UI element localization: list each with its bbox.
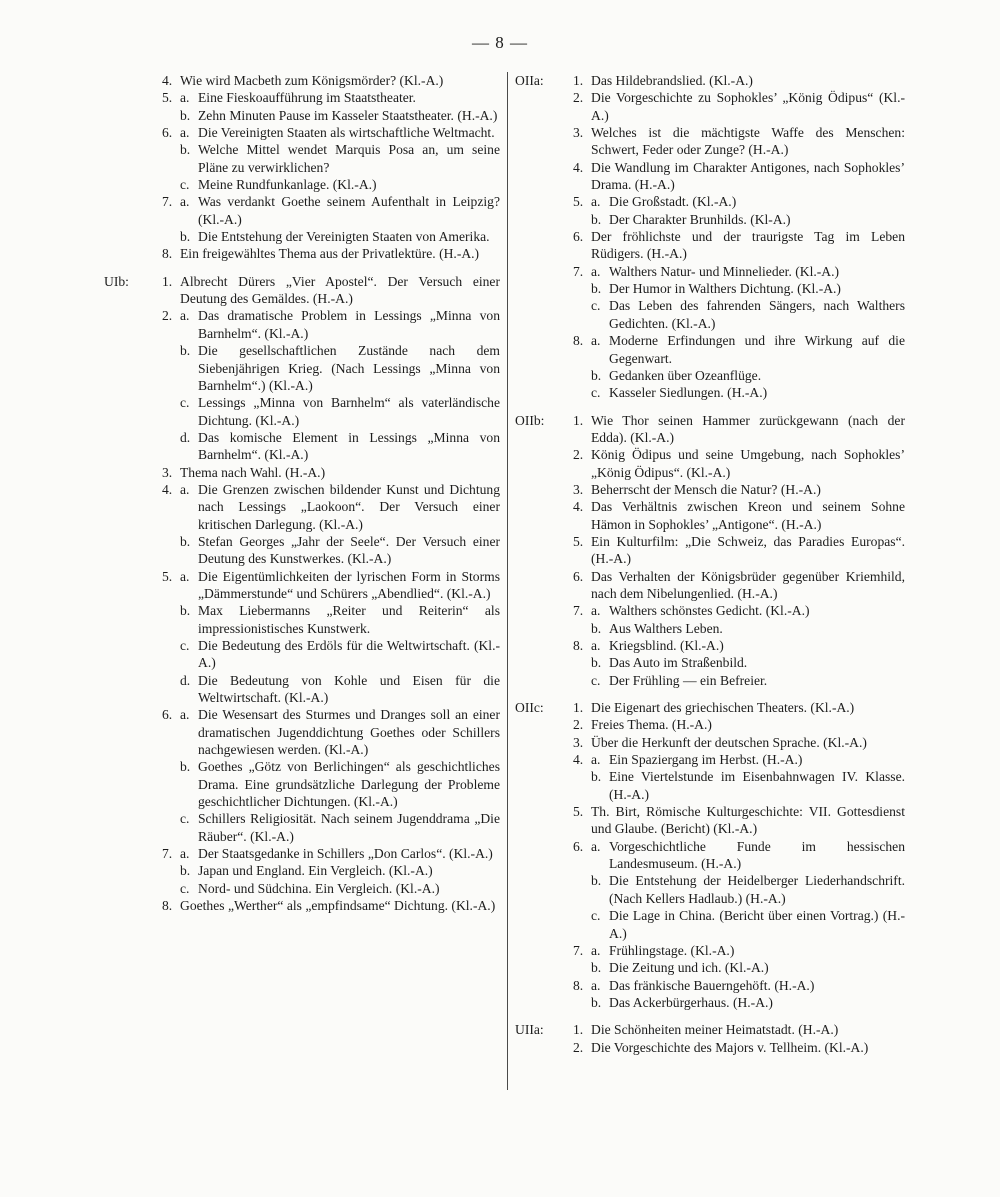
subtopic-item [180,706,500,758]
topic-text: Welches ist die mächtigste Waffe des Menschen: Schwert, Feder oder Zunge? (H.-A.) [591,125,905,158]
topic-number: 6. [573,838,584,854]
subtopic-text: Die Bedeutung von Kohle und Eisen für die Weltwirtschaft. (Kl.-A.) [198,672,500,706]
topic-number: 1. [573,412,584,428]
subtopic-letter: b. [180,759,191,775]
subtopic-item [591,977,905,994]
subtopic-letter: b. [591,960,602,976]
class-group [104,273,500,915]
subtopic-text: Der Humor in Walthers Dichtung. (Kl.-A.) [609,281,841,297]
topic-number: 7. [162,846,173,862]
topic-number: 7. [573,263,584,279]
subtopic-text: Aus Walthers Leben. [609,620,723,636]
topic-text: Ein Kulturfilm: „Die Schweiz, das Paradies Europas“. (H.-A.) [591,533,905,567]
subtopic-text: Die Wesensart des Sturmes und Dranges soll an einer dramatischen Jugenddichtung Goethes oder Schillers nachgewiesen werden. (Kl.-A.) [198,707,500,758]
subtopic-item [180,481,500,533]
topic-text: Goethes „Werther“ als „empfindsame“ Dichtung. (Kl.-A.) [180,898,496,914]
topic-item [573,332,905,401]
topic-number: 3. [573,481,584,497]
topic-number: 7. [573,942,584,958]
topic-number: 6. [162,125,173,141]
subtopic-text: Das fränkische Bauerngehöft. (H.-A.) [609,977,815,993]
topic-text: Das Verhalten der Königsbrüder gegenüber Kriemhild, nach dem Nibelungenlied. (H.-A.) [591,568,905,601]
topic-item [162,273,500,308]
subtopic-text: Gedanken über Ozeanflüge. [609,367,762,383]
subtopic-item [591,367,905,384]
topic-item [573,803,905,838]
subtopic-item [591,768,905,803]
topic-number: 2. [573,447,584,463]
topic-item [573,716,905,733]
subtopic-text: Moderne Erfindungen und ihre Wirkung auf die Gegenwart. [609,333,905,366]
class-group [515,412,905,690]
topic-text: Die Schönheiten meiner Heimatstadt. (H.-A.) [591,1022,839,1038]
subtopic-text: Goethes „Götz von Berlichingen“ als geschichtliches Drama. Eine grundsätzliche Darlegung der Probleme geschichtlicher Dichtungen. (Kl.-A.) [198,759,500,810]
topic-item [573,228,905,263]
topic-number: 6. [162,707,173,723]
group-spacer [515,689,905,699]
topic-number: 4. [573,159,584,175]
subtopic-item [591,994,905,1011]
subtopic-letter: b. [180,533,191,549]
subtopic-text: Walthers schönstes Gedicht. (Kl.-A.) [609,603,810,619]
topic-number: 1. [573,1022,584,1038]
subtopic-letter: c. [591,672,601,688]
class-group [515,72,905,402]
subtopic-item [591,297,905,332]
subtopic-item [180,124,500,141]
subtopic-letter: a. [591,263,601,279]
subtopic-letter: c. [591,298,601,314]
subtopic-text: Der Staatsgedanke in Schillers „Don Carlos“. (Kl.-A.) [198,846,493,862]
topic-number: 8. [162,898,173,914]
topic-item [162,568,500,707]
topic-text: Der fröhlichste und der traurigste Tag im Leben Rüdigers. (H.-A.) [591,229,905,262]
subtopic-item [591,602,905,619]
subtopic-item [591,620,905,637]
subtopic-item [591,959,905,976]
topic-number: 2. [573,1039,584,1055]
class-label: OIIc: [515,700,544,716]
topic-number: 4. [162,481,173,497]
subtopic-item [180,533,500,568]
subtopic-text: Das Leben des fahrenden Sängers, nach Walthers Gedichten. (Kl.-A.) [609,298,905,331]
subtopic-text: Die Entstehung der Vereinigten Staaten von Amerika. [198,229,490,245]
subtopic-item [180,342,500,394]
subtopic-item [180,176,500,193]
subtopic-letter: a. [180,90,190,106]
subtopic-letter: a. [591,333,601,349]
subtopic-letter: b. [591,873,602,889]
topic-text: Th. Birt, Römische Kulturgeschichte: VII. Gottesdienst und Glaube. (Bericht) (Kl.-A.) [591,804,905,837]
class-label: OIIb: [515,412,545,428]
topic-number: 4. [573,752,584,768]
topic-item [573,1039,905,1056]
subtopic-item [591,384,905,401]
subtopic-item [180,307,500,342]
topic-item [573,699,905,716]
subtopic-letter: a. [180,308,190,324]
subtopic-letter: c. [180,638,190,653]
topic-item [573,89,905,124]
subtopic-item [591,193,905,210]
topic-number: 7. [573,603,584,619]
subtopic-item [180,672,500,707]
topic-item [573,977,905,1012]
topic-number: 6. [573,568,584,584]
subtopic-item [180,141,500,176]
topic-number: 8. [573,638,584,653]
subtopic-letter: b. [591,281,602,297]
subtopic-text: Was verdankt Goethe seinem Aufenthalt in Leipzig? (Kl.-A.) [198,194,500,227]
subtopic-letter: b. [180,142,191,158]
subtopic-letter: b. [591,211,602,227]
topic-item [573,602,905,637]
topic-item [162,193,500,245]
topic-item [573,568,905,603]
topic-item [573,446,905,481]
subtopic-item [180,637,500,672]
subtopic-letter: a. [591,942,601,958]
subtopic-text: Vorgeschichtliche Funde im hessischen Landesmuseum. (H.-A.) [609,838,905,872]
subtopic-text: Das dramatische Problem in Lessings „Minna von Barnhelm“. (Kl.-A.) [198,308,500,341]
topic-text: Wie Thor seinen Hammer zurückgewann (nach der Edda). (Kl.-A.) [591,412,905,445]
subtopic-letter: b. [180,107,191,123]
subtopic-letter: d. [180,672,191,688]
subtopic-text: Der Charakter Brunhilds. (Kl-A.) [609,211,791,227]
subtopic-text: Japan und England. Ein Vergleich. (Kl.-A.) [198,863,433,879]
group-spacer [104,263,500,273]
topic-item [573,734,905,751]
subtopic-letter: b. [180,863,191,879]
subtopic-item [591,332,905,367]
subtopic-text: Schillers Religiosität. Nach seinem Jugenddrama „Die Räuber“. (Kl.-A.) [198,811,500,844]
topic-item [573,412,905,447]
subtopic-item [591,872,905,907]
subtopic-letter: b. [591,655,602,671]
subtopic-letter: b. [591,367,602,383]
topic-number: 5. [573,533,584,549]
subtopic-item [591,637,905,654]
topic-text: Ein freigewähltes Thema aus der Privatlektüre. (H.-A.) [180,246,480,262]
subtopic-item [180,758,500,810]
subtopic-item [180,228,500,245]
topic-number: 3. [573,734,584,750]
subtopic-text: Max Liebermanns „Reiter und Reiterin“ als impressionistisches Kunstwerk. [198,603,500,636]
topic-number: 5. [573,804,584,820]
subtopic-text: Die Zeitung und ich. (Kl.-A.) [609,960,769,976]
column-divider [507,72,508,1090]
subtopic-letter: a. [180,194,190,210]
subtopic-text: Zehn Minuten Pause im Kasseler Staatstheater. (H.-A.) [198,107,498,123]
group-spacer [515,1011,905,1021]
subtopic-item [180,810,500,845]
topic-item [573,942,905,977]
topic-number: 5. [573,194,584,210]
topic-number: 5. [162,568,173,584]
subtopic-letter: c. [180,880,190,896]
subtopic-item [180,89,500,106]
subtopic-text: Die Eigentümlichkeiten der lyrischen Form in Storms „Dämmerstunde“ und Schürers „Abendlied“. (Kl.-A.) [198,568,500,601]
topic-item [573,124,905,159]
topic-number: 2. [573,90,584,106]
topic-item [573,193,905,228]
topic-item [162,124,500,193]
class-label: UIIa: [515,1022,544,1038]
subtopic-item [180,107,500,124]
group-spacer [515,402,905,412]
topic-item [573,637,905,689]
subtopic-letter: a. [591,838,601,854]
topic-text: Die Vorgeschichte des Majors v. Tellheim. (Kl.-A.) [591,1039,869,1055]
subtopic-text: Das komische Element in Lessings „Minna von Barnhelm“. (Kl.-A.) [198,429,500,463]
subtopic-text: Eine Viertelstunde im Eisenbahnwagen IV. Klasse. (H.-A.) [609,769,905,802]
subtopic-text: Das Ackerbürgerhaus. (H.-A.) [609,994,773,1010]
topic-text: Die Wandlung im Charakter Antigones, nach Sophokles’ Drama. (H.-A.) [591,159,905,193]
subtopic-letter: a. [180,481,190,497]
subtopic-item [591,263,905,280]
topic-text: Freies Thema. (H.-A.) [591,717,712,733]
subtopic-text: Die Vereinigten Staaten als wirtschaftliche Weltmacht. [198,125,495,141]
topic-number: 3. [573,125,584,141]
subtopic-item [180,862,500,879]
topic-text: Das Hildebrandslied. (Kl.-A.) [591,73,753,88]
topic-number: 2. [162,308,173,324]
topic-text: Wie wird Macbeth zum Königsmörder? (Kl.-A.) [180,73,444,88]
subtopic-text: Frühlingstage. (Kl.-A.) [609,942,735,958]
subtopic-item [591,280,905,297]
subtopic-text: Die Grenzen zwischen bildender Kunst und Dichtung nach Lessings „Laokoon“. Der Versuch einer kritischen Darlegung. (Kl.-A.) [198,481,500,532]
subtopic-letter: b. [180,229,191,245]
subtopic-letter: a. [591,752,601,768]
topic-item [573,838,905,942]
topic-item [162,845,500,897]
topic-item [573,263,905,332]
subtopic-item [591,838,905,873]
page-number: — 8 — [472,33,528,52]
topic-number: 6. [573,229,584,245]
topic-number: 8. [162,246,173,262]
subtopic-item [591,751,905,768]
subtopic-letter: a. [180,125,190,141]
topic-text: König Ödipus und seine Umgebung, nach Sophokles’ „König Ödipus“. (Kl.-A.) [591,447,905,480]
topic-number: 1. [162,273,173,289]
topic-text: Die Vorgeschichte zu Sophokles’ „König Ödipus“ (Kl.-A.) [591,90,905,123]
subtopic-letter: d. [180,429,191,445]
subtopic-letter: c. [180,395,190,411]
subtopic-item [180,880,500,897]
topic-number: 5. [162,90,173,106]
subtopic-text: Walthers Natur- und Minnelieder. (Kl.-A.) [609,263,840,279]
subtopic-item [591,672,905,689]
topic-text: Thema nach Wahl. (H.-A.) [180,464,326,480]
topic-item [573,498,905,533]
topic-text: Das Verhältnis zwischen Kreon und seinem Sohne Hämon in Sophokles’ „Antigone“. (H.-A.) [591,499,905,532]
topic-item [162,481,500,568]
subtopic-text: Welche Mittel wendet Marquis Posa an, um seine Pläne zu verwirklichen? [198,142,500,175]
subtopic-letter: a. [591,603,601,619]
topic-item [573,1021,905,1038]
topic-text: Über die Herkunft der deutschen Sprache. (Kl.-A.) [591,734,867,750]
class-label: OIIa: [515,73,544,88]
subtopic-letter: b. [591,994,602,1010]
topic-item [162,464,500,481]
topic-item [162,245,500,262]
subtopic-letter: b. [591,620,602,636]
subtopic-letter: b. [180,603,191,619]
topic-item [573,72,905,89]
class-label: UIb: [104,273,129,289]
topic-item [573,481,905,498]
subtopic-item [180,845,500,862]
subtopic-letter: c. [180,811,190,827]
topic-number: 8. [573,333,584,349]
subtopic-text: Lessings „Minna von Barnhelm“ als vaterländische Dichtung. (Kl.-A.) [198,395,500,428]
topic-number: 4. [573,499,584,515]
subtopic-letter: a. [180,568,190,584]
subtopic-text: Stefan Georges „Jahr der Seele“. Der Versuch einer Deutung des Kunstwerkes. (Kl.-A.) [198,533,500,567]
class-group [515,699,905,1011]
subtopic-letter: a. [180,846,190,862]
subtopic-text: Kriegsblind. (Kl.-A.) [609,638,724,653]
left-column [104,72,500,915]
topic-text: Albrecht Dürers „Vier Apostel“. Der Versuch einer Deutung des Gemäldes. (H.-A.) [180,273,500,307]
subtopic-text: Der Frühling — ein Befreier. [609,672,768,688]
class-group [515,1021,905,1056]
subtopic-letter: a. [591,638,601,653]
subtopic-item [180,193,500,228]
subtopic-letter: b. [180,343,191,359]
subtopic-item [591,654,905,671]
subtopic-text: Die gesellschaftlichen Zustände nach dem Siebenjährigen Krieg. (Nach Lessings „Minna von Barnhelm“.) (Kl.-A.) [198,343,500,393]
subtopic-letter: a. [591,977,601,993]
subtopic-item [180,602,500,637]
topic-item [162,89,500,124]
topic-number: 1. [573,73,584,88]
subtopic-item [591,211,905,228]
subtopic-text: Eine Fieskoaufführung im Staatstheater. [198,90,416,106]
subtopic-letter: c. [591,908,601,924]
subtopic-text: Die Bedeutung des Erdöls für die Weltwirtschaft. (Kl.-A.) [198,638,500,671]
topic-text: Beherrscht der Mensch die Natur? (H.-A.) [591,481,821,497]
topic-number: 2. [573,717,584,733]
subtopic-letter: c. [591,385,601,401]
subtopic-text: Die Entstehung der Heidelberger Liederhandschrift. (Nach Kellers Hadlaub.) (H.-A.) [609,873,905,906]
subtopic-text: Kasseler Siedlungen. (H.-A.) [609,385,768,401]
subtopic-text: Das Auto im Straßenbild. [609,655,748,671]
subtopic-item [591,942,905,959]
topic-item [573,751,905,803]
subtopic-text: Ein Spaziergang im Herbst. (H.-A.) [609,752,803,768]
class-group [104,72,500,263]
subtopic-item [180,394,500,429]
topic-number: 7. [162,194,173,210]
subtopic-text: Die Großstadt. (Kl.-A.) [609,194,737,210]
right-column [515,72,905,1056]
topic-item [573,159,905,194]
subtopic-letter: a. [591,194,601,210]
topic-text: Die Eigenart des griechischen Theaters. (Kl.-A.) [591,700,855,716]
topic-item [162,307,500,463]
subtopic-text: Nord- und Südchina. Ein Vergleich. (Kl.-A.) [198,880,440,896]
subtopic-item [591,907,905,942]
topic-item [162,72,500,89]
subtopic-text: Die Lage in China. (Bericht über einen Vortrag.) (H.-A.) [609,908,905,941]
topic-item [162,897,500,914]
topic-item [573,533,905,568]
topic-number: 4. [162,73,173,88]
topic-number: 3. [162,464,173,480]
subtopic-item [180,568,500,603]
topic-number: 1. [573,700,584,716]
subtopic-item [180,429,500,464]
subtopic-letter: c. [180,177,190,193]
topic-number: 8. [573,977,584,993]
subtopic-letter: a. [180,707,190,723]
topic-item [162,706,500,845]
subtopic-text: Meine Rundfunkanlage. (Kl.-A.) [198,177,377,193]
subtopic-letter: b. [591,769,602,785]
